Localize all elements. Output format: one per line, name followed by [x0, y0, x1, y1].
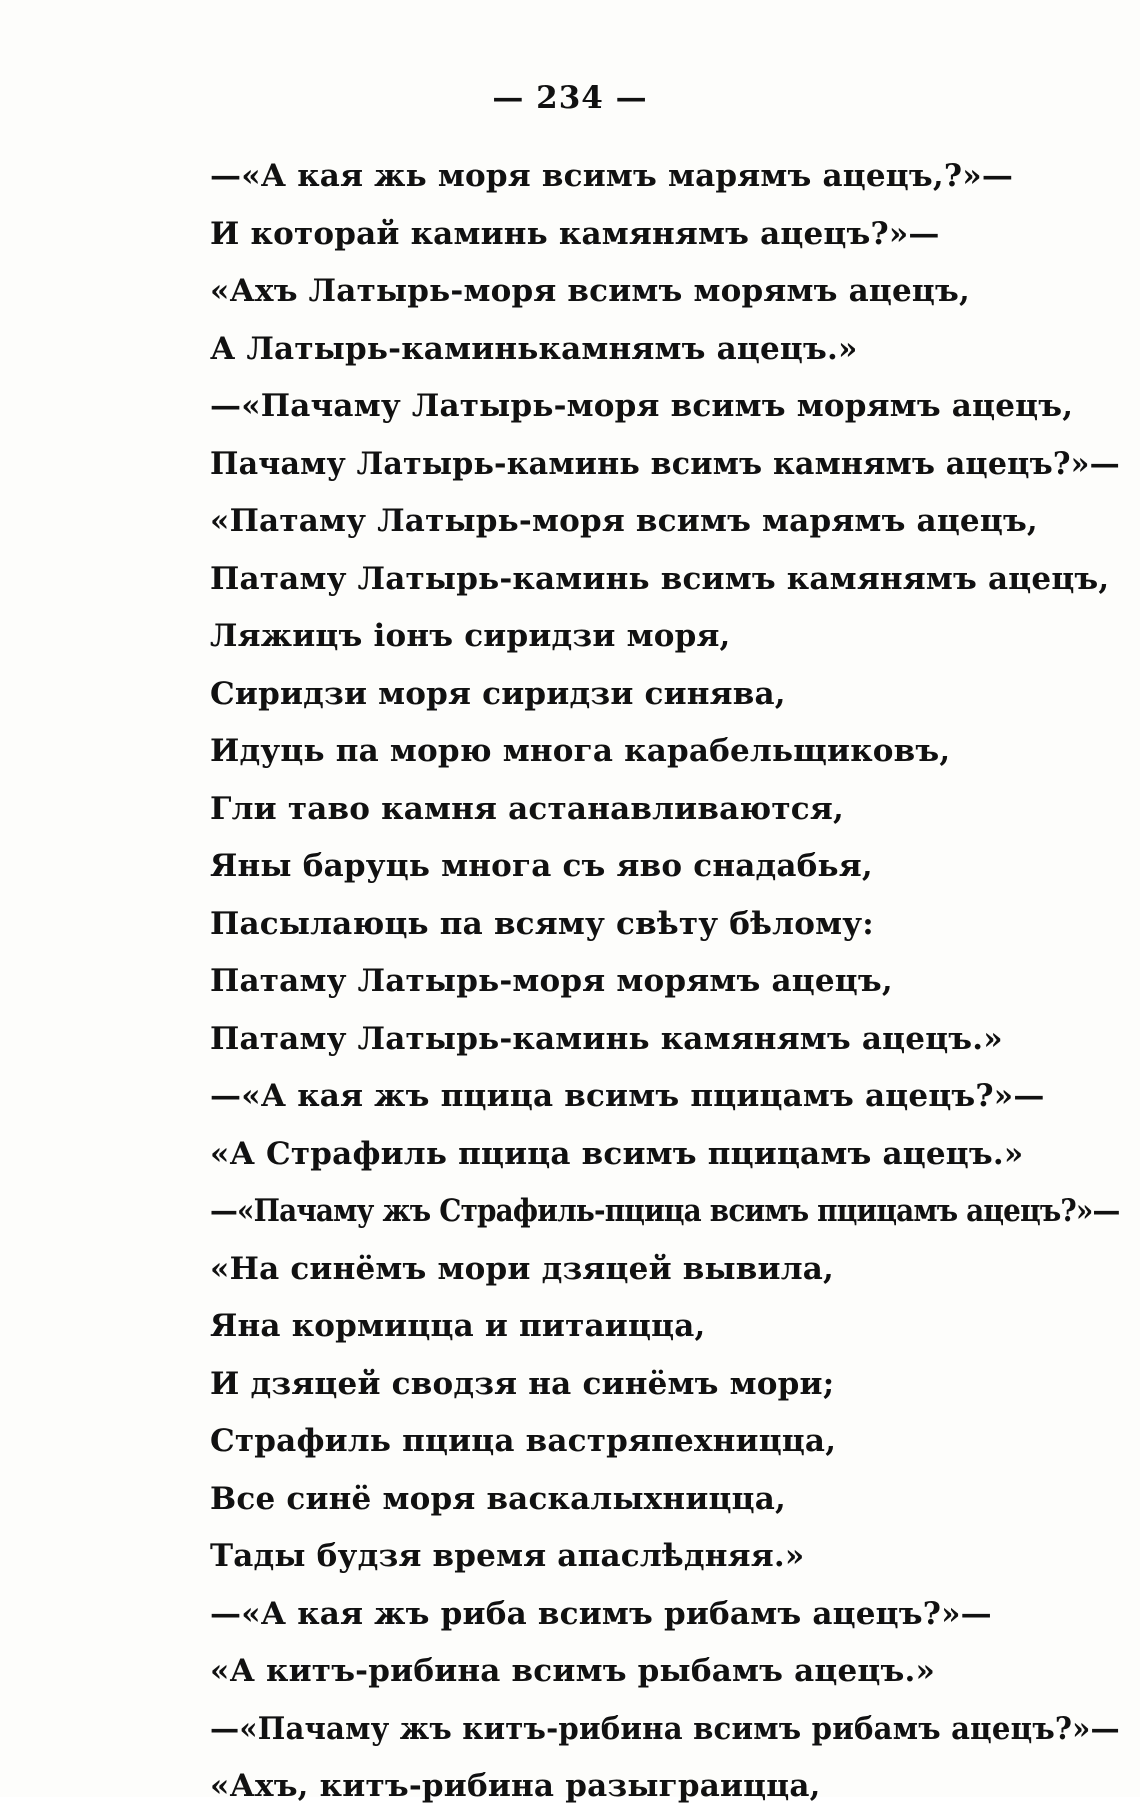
- verse-line: Тады будзя время апаслѣдняя.»: [210, 1538, 805, 1574]
- verse-line: Идуць па морю многа карабельщиковъ,: [210, 733, 951, 769]
- verse-line: «На синёмъ мори дзяцей вывила,: [210, 1250, 835, 1287]
- verse-line: «Патаму Латырь-моря всимъ марямъ ацецъ,: [210, 503, 1038, 539]
- verse-line: Пачаму Латырь-каминь всимъ камнямъ ацецъ?»—: [210, 445, 1120, 482]
- verse-line: —«Пачаму жъ Страфиль-пцица всимъ пцицамъ ацецъ?»—: [210, 1193, 1120, 1229]
- verse-line: А Латырь-каминькамнямъ ацецъ.»: [210, 330, 858, 367]
- verse-line: «А Страфиль пцица всимъ пцицамъ ацецъ.»: [210, 1135, 1024, 1172]
- verse-line: «Ахъ, китъ-рибина разыграицца,: [210, 1768, 821, 1804]
- verse-line: И которай каминь камянямъ ацецъ?»—: [210, 215, 940, 252]
- verse-line: Пасылаюць па всяму свѣту бѣлому:: [210, 905, 874, 942]
- verse-line: Патаму Латырь-моря морямъ ацецъ,: [210, 963, 893, 999]
- verse-text: [210, 148, 1120, 1816]
- verse-line: Ляжицъ іонъ сиридзи моря,: [210, 618, 731, 654]
- verse-line: «Ахъ Латырь-моря всимъ морямъ ацецъ,: [210, 273, 970, 309]
- verse-line: —«Пачаму жъ китъ-рибина всимъ рибамъ ацецъ?»—: [210, 1710, 1120, 1747]
- page-number: — 234 —: [492, 80, 648, 116]
- verse-line: —«А кая жь моря всимъ марямъ ацецъ,?»—: [210, 158, 1014, 194]
- verse-line: —«А кая жъ пцица всимъ пцицамъ ацецъ?»—: [210, 1078, 1045, 1114]
- verse-line: Все синё моря васкалыхницца,: [210, 1480, 786, 1517]
- verse-line: И дзяцей сводзя на синёмъ мори;: [210, 1365, 835, 1402]
- verse-line: Патаму Латырь-каминь камянямъ ацецъ.»: [210, 1020, 1003, 1057]
- verse-line: «А китъ-рибина всимъ рыбамъ ацецъ.»: [210, 1653, 936, 1689]
- verse-line: Патаму Латырь-каминь всимъ камянямъ ацецъ,: [210, 560, 1110, 597]
- verse-line: Сиридзи моря сиридзи синява,: [210, 675, 786, 712]
- verse-line: Страфиль пцица вастряпехницца,: [210, 1423, 837, 1459]
- verse-line: —«Пачаму Латырь-моря всимъ морямъ ацецъ,: [210, 388, 1074, 424]
- verse-line: Яны баруць многа съ яво снадабья,: [210, 848, 873, 884]
- verse-line: Гли таво камня астанавливаются,: [210, 790, 844, 827]
- verse-line: —«А кая жъ риба всимъ рибамъ ацецъ?»—: [210, 1595, 992, 1632]
- verse-line: Яна кормицца и питаицца,: [210, 1308, 706, 1344]
